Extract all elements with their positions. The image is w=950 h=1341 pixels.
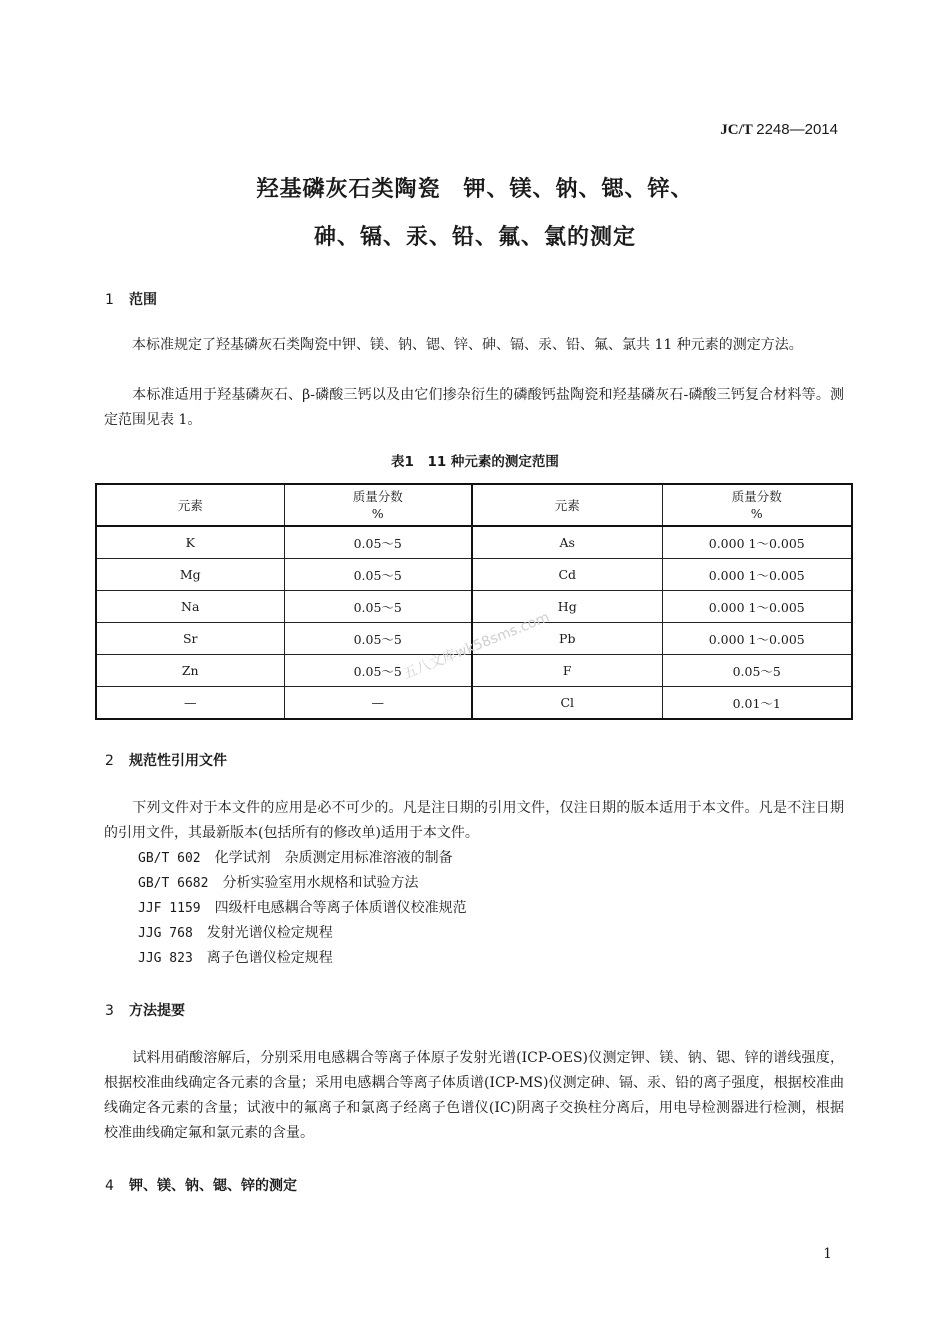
- section-title: 规范性引用文件: [129, 753, 227, 769]
- section-number: 3: [105, 1003, 114, 1019]
- table-row: — — Cl 0.01～1: [96, 687, 852, 720]
- watermark: 五八文库wk58sms.com: [401, 609, 552, 683]
- section-2-paragraph: 下列文件对于本文件的应用是必不可少的。凡是注日期的引用文件，仅注日期的版本适用于本文件。凡是不注日期的引用文件，其最新版本(包括所有的修改单)适用于本文件。: [104, 800, 844, 841]
- reference-item: JJF 1159 四级杆电感耦合等离子体质谱仪校准规范: [138, 900, 467, 916]
- reference-item: JJG 823 离子色谱仪检定规程: [138, 950, 333, 966]
- table-row: Zn 0.05～5 F 0.05～5: [96, 655, 852, 687]
- table-row: K 0.05～5 As 0.000 1～0.005: [96, 526, 852, 559]
- header-element: 元素: [472, 484, 662, 526]
- document-title-line-1: 羟基磷灰石类陶瓷 钾、镁、钠、锶、锌、: [256, 177, 694, 202]
- section-3-heading: [105, 1000, 185, 1020]
- reference-item: GB/T 602 化学试剂 杂质测定用标准溶液的制备: [138, 850, 453, 866]
- header-mass-fraction: 质量分数 %: [284, 484, 472, 526]
- reference-item: GB/T 6682 分析实验室用水规格和试验方法: [138, 875, 419, 891]
- section-number: 2: [105, 753, 114, 769]
- element-range-table: [95, 483, 853, 720]
- section-2-heading: [105, 750, 227, 770]
- section-title: 钾、镁、钠、锶、锌的测定: [129, 1178, 297, 1194]
- section-title: 方法提要: [129, 1003, 185, 1019]
- page-number: 1: [823, 1246, 832, 1262]
- header-mass-fraction: 质量分数 %: [662, 484, 852, 526]
- table-row: Na 0.05～5 Hg 0.000 1～0.005: [96, 591, 852, 623]
- table-row: Mg 0.05～5 Cd 0.000 1～0.005: [96, 559, 852, 591]
- normative-references-list: [138, 846, 467, 971]
- header-element: 元素: [96, 484, 284, 526]
- section-number: 4: [105, 1178, 114, 1194]
- standard-code-prefix: JC/T: [720, 122, 753, 138]
- section-title: 范围: [129, 292, 157, 308]
- section-number: 1: [105, 292, 114, 308]
- table-row: Sr 0.05～5 Pb 0.000 1～0.005: [96, 623, 852, 655]
- table-caption: 表1 11 种元素的测定范围: [391, 454, 559, 470]
- section-1-paragraph-1: 本标准规定了羟基磷灰石类陶瓷中钾、镁、钠、锶、锌、砷、镉、汞、铅、氟、氯共 11 种元素的测定方法。: [132, 337, 803, 353]
- table-header-row: [96, 484, 852, 526]
- section-1-heading: [105, 289, 157, 309]
- reference-item: JJG 768 发射光谱仪检定规程: [138, 925, 333, 941]
- section-4-heading: [105, 1175, 297, 1195]
- document-title-line-2: 砷、镉、汞、铅、氟、氯的测定: [313, 225, 636, 250]
- section-3-paragraph: 试料用硝酸溶解后，分别采用电感耦合等离子体原子发射光谱(ICP-OES)仪测定钾、镁、钠、锶、锌的谱线强度，根据校准曲线确定各元素的含量；采用电感耦合等离子体质谱(ICP-MS)仪测定砷、镉、汞、铅的离子强度，根据校准曲线确定各元素的含量；试液中的氟离子和氯离子经离子色谱仪(IC)阴离子交换柱分离后，用电导检测器进行检测，根据校准曲线确定氟和氯元素的含量。: [104, 1050, 844, 1141]
- standard-code-number: 2248—2014: [756, 121, 838, 138]
- standard-code: [720, 121, 838, 139]
- section-1-paragraph-2: 本标准适用于羟基磷灰石、β-磷酸三钙以及由它们掺杂衍生的磷酸钙盐陶瓷和羟基磷灰石-磷酸三钙复合材料等。测定范围见表 1。: [104, 387, 844, 428]
